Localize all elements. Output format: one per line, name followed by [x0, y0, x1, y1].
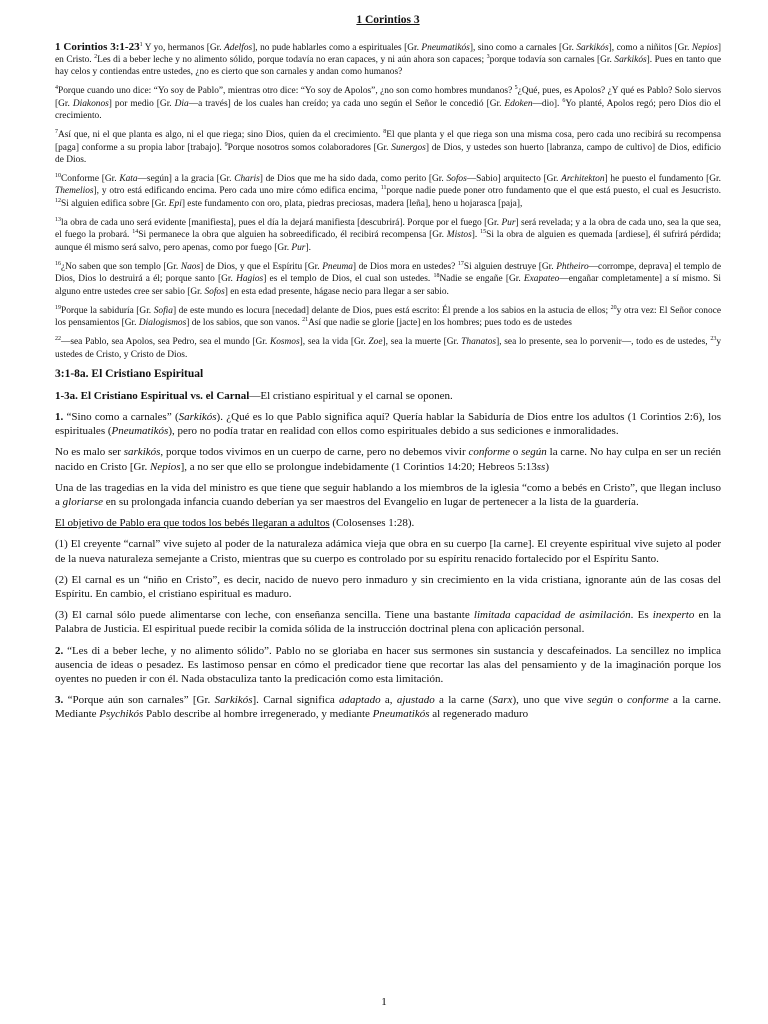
italic-term: Sarkikós: [614, 54, 647, 65]
italic-term: Pneumatikós: [372, 708, 430, 721]
italic-term: Phtheiro: [556, 261, 589, 272]
text-run: Si la obra de alguien es quemada [ardiese], él sufrirá pérdida; aunque él mismo será salvo, pero apenas, como por fuego [Gr.: [55, 230, 722, 253]
verse-number: 12: [55, 197, 61, 204]
text-run: Si permanece la obra que alguien ha sobreedificado, él recibirá recompensa [Gr.: [138, 230, 447, 241]
verse-number: 7: [55, 129, 58, 136]
text-run: Así que nadie se glorie [jacte] en los hombres; pues todo es de ustedes: [308, 318, 572, 329]
text-run: (1) El creyente “carnal” vive sujeto al poder de la naturaleza adámica vieja que obra en su cuerpo [la carne]. El creyente espiritual vive sujeto al poder de la nueva naturaleza semejante a Cristo, mientras que su cuerpo es controlado por su espíritu renacido fortalecido por el Espíritu Santo.: [55, 538, 721, 565]
text-run: , porque todos vivimos en un cuerpo de carne, pero no debemos vivir: [160, 446, 469, 459]
text-run: Yo planté, Apolos regó; pero Dios dio el crecimiento.: [55, 98, 721, 121]
text-run: ], y otro está edificando encima. Pero cada uno mire cómo edifica encima,: [93, 186, 381, 197]
text-run: —corrompe, deprava] el templo de Dios, Dios lo destruirá a él; porque santo [Gr.: [55, 261, 722, 285]
italic-term: Mistos: [446, 230, 472, 241]
text-run: ] de Dios mora en ustedes?: [352, 261, 458, 272]
verse-number: 19: [55, 304, 61, 311]
italic-term: Sofos: [446, 174, 467, 185]
text-run: —sea Pablo, sea Apolos, sea Pedro, sea el mundo [Gr.: [61, 337, 270, 348]
page-title: 1 Corintios 3: [356, 14, 420, 26]
text-run: El que planta y el que riega son una misma cosa, pero cada uno recibirá su recompensa [paga] conforme a su propia labor [trabajo].: [55, 130, 721, 153]
italic-term: Sarkikós: [178, 411, 217, 424]
commentary-paragraph: [55, 410, 721, 438]
subsection-description: —El cristiano espiritual y el carnal se oponen.: [249, 389, 453, 402]
italic-term: sarkikós: [123, 446, 161, 459]
underlined-text: El objetivo de Pablo era que todos los bebés llegaran a adultos: [55, 517, 330, 530]
commentary-paragraph: [55, 516, 721, 530]
text-run: ], sea la muerte [Gr.: [382, 337, 462, 348]
text-run: en la Palabra de Justicia. El espiritual puede recibir la comida sólida de la instrucción doctrinal plena con aplicación personal.: [55, 609, 722, 636]
commentary-paragraph: [55, 537, 721, 565]
text-run: (2) El carnal es un “niño en Cristo”, es decir, nacido de nuevo pero inmaduro y sin crecimiento en la vida cristiana, ignorante aún de las cosas del Espíritu. En cambio, el cristiano espiritual es maduro.: [55, 573, 721, 601]
italic-term: Sarkikós: [576, 42, 609, 53]
italic-term: según: [587, 694, 614, 707]
verse-paragraph: [55, 41, 721, 79]
text-run: ] en Cristo.: [55, 42, 721, 65]
verse-number: 4: [55, 85, 58, 92]
italic-term: Kata: [119, 174, 138, 185]
text-run: ] será revelada; y a la obra de cada uno, sea la que sea, el fuego la probará.: [55, 218, 721, 241]
verse-number: 14: [132, 229, 139, 236]
italic-term: Sarkikós: [214, 694, 253, 707]
text-run: a la carne (: [434, 694, 493, 707]
text-run: o: [613, 694, 628, 707]
commentary-paragraph: [55, 693, 721, 721]
verse-number: 21: [302, 317, 309, 324]
commentary-paragraph: [55, 481, 721, 509]
point-number: 1.: [55, 411, 67, 424]
verse-number: 8: [383, 129, 387, 136]
italic-term: inexperto: [652, 609, 695, 622]
italic-term: Nepios: [150, 460, 181, 473]
verse-number: 9: [224, 141, 228, 148]
text-run: Así que, ni el que planta es algo, ni el que riega; sino Dios, quien da el crecimiento.: [58, 130, 384, 141]
italic-term: limitada capacidad de asimilación: [473, 609, 631, 622]
text-run: porque nadie puede poner otro fundamento que el que está puesto, el cual es Jesucristo.: [386, 186, 721, 197]
verse-number: 22: [55, 336, 61, 343]
text-run: y otra vez: El Señor conoce los pensamientos [Gr.: [55, 305, 721, 329]
text-run: Conforme [Gr.: [61, 174, 120, 185]
text-run: a la carne. Mediante: [55, 694, 722, 721]
text-run: ] es el templo de Dios, el cual son ustedes.: [263, 274, 434, 285]
text-run: porque todavía son carnales [Gr.: [489, 54, 615, 65]
verse-number: 23: [710, 336, 717, 343]
text-run: ] de Dios, y ustedes son huerto [labranza, campo de cultivo] de Dios, edificio de Dios.: [55, 142, 721, 165]
italic-term: Naos: [180, 261, 201, 272]
text-run: No es malo ser: [55, 446, 124, 459]
text-run: (3) El carnal sólo puede alimentarse con leche, con enseñanza sencilla. Tiene una bastante: [55, 609, 474, 622]
verse-paragraph: [55, 305, 721, 330]
verse-number: 18: [433, 273, 440, 280]
italic-term: según: [521, 446, 547, 459]
italic-term: Diakonos: [72, 98, 109, 109]
italic-term: Sofia: [153, 305, 173, 316]
italic-term: Dialogismos: [138, 318, 187, 329]
text-run: —según] a la gracia [Gr.: [137, 174, 235, 185]
italic-term: Sofos: [204, 286, 225, 297]
commentary-paragraph: [55, 608, 721, 636]
commentary-body: [55, 410, 721, 722]
text-run: a,: [380, 694, 397, 707]
text-run: Si alguien destruye [Gr.: [463, 261, 557, 272]
italic-term: Pneumatikós: [111, 425, 169, 438]
italic-term: ajustado: [396, 694, 435, 707]
text-run: la carne. No hay culpa en ser un recién nacido en Cristo [Gr.: [55, 446, 721, 473]
italic-term: Nepios: [691, 42, 718, 53]
verse-number: 2: [94, 53, 98, 60]
italic-term: Dia: [174, 98, 189, 109]
text-run: ): [545, 460, 550, 473]
verse-number: 3: [486, 53, 490, 60]
text-run: Pablo describe al hombre irregenerado, y mediante: [143, 708, 373, 721]
italic-term: Sunergos: [391, 142, 426, 153]
text-run: al regenerado maduro: [429, 708, 529, 721]
text-run: ] de los sabios, que son vanos.: [186, 318, 303, 329]
text-run: Una de las tragedias en la vida del ministro es que tiene que seguir hablando a los miembros de la iglesia “como a bebés en Cristo”, que llegan incluso a: [55, 481, 721, 509]
italic-term: conforme: [468, 446, 510, 459]
italic-term: Edoken: [504, 98, 533, 109]
text-run: ], como a niñitos [Gr.: [608, 42, 692, 53]
italic-term: Hagios: [236, 274, 264, 285]
italic-term: Architekton: [561, 174, 605, 185]
text-run: “Les di a beber leche, y no alimento sólido”. Pablo no se gloriaba en hacer sus sermones sin sustancia y descafeinados. La sencillez no implica ausencia de ideas o pesadez. Es lastimoso pensar en cómo el predicador tiene que recortar las alas del pensamiento y de la imaginación porque los oyentes no pueden ir con él. Nada obstaculiza tanto la predicación como esta limitación.: [55, 644, 722, 686]
italic-term: Pur: [291, 242, 306, 253]
text-run: ] en esta edad presente, hágase necio para llegar a ser sabio.: [224, 286, 449, 297]
text-run: ].: [471, 230, 481, 241]
text-run: Porque cuando uno dice: “Yo soy de Pablo”, mientras otro dice: “Yo soy de Apolos”, ¿no son como hombres mundanos?: [58, 86, 515, 97]
text-run: ]. Pues en tanto que hay celos y contiendas entre ustedes, ¿no es cierto que son carnales y andan como humanos?: [55, 54, 721, 78]
commentary-paragraph: [55, 573, 721, 601]
commentary-paragraph: [55, 644, 721, 687]
point-number: 3.: [55, 694, 68, 707]
verse-number: 20: [610, 304, 617, 311]
italic-term: Thanatos: [461, 337, 497, 348]
text-run: ¿Qué, pues, es Apolos? ¿Y qué es Pablo? Solo siervos [Gr.: [55, 86, 721, 109]
text-run: ] este fundamento con oro, plata, piedras preciosas, madera [leña], heno u hojarasca [paja],: [181, 198, 523, 209]
verse-paragraph: [55, 85, 721, 122]
italic-term: ss: [536, 460, 546, 473]
verse-paragraph: [55, 336, 721, 361]
text-run: (Colosenses 1:28).: [329, 517, 415, 530]
text-run: Nadie se engañe [Gr.: [439, 274, 524, 285]
verse-number: 10: [55, 173, 61, 180]
text-run: Les di a beber leche y no alimento sólido, porque todavía no eran capaces, y ni aún ahora son capaces;: [97, 54, 487, 65]
section-heading: 3:1-8a. El Cristiano Espiritual: [55, 368, 204, 381]
text-run: ] he puesto el fundamento [Gr.: [604, 174, 721, 185]
verse-number: 17: [457, 260, 464, 267]
text-run: ], sea lo presente, sea lo porvenir—, todo es de ustedes,: [496, 337, 711, 348]
text-run: ], sino como a carnales [Gr.: [469, 42, 577, 53]
text-run: —dio].: [532, 98, 563, 109]
text-run: ] de este mundo es locura [necedad] delante de Dios, pues está escrito: Él prende a los sabios en la astucia de ellos;: [172, 305, 611, 316]
verse-number: 16: [55, 260, 61, 267]
italic-term: Pneuma: [322, 261, 353, 272]
italic-term: gloriarse: [62, 496, 103, 509]
italic-term: Adelfos: [224, 42, 253, 53]
document-page: [55, 14, 721, 729]
italic-term: Epi: [168, 198, 182, 209]
text-run: ¿No saben que son templo [Gr.: [61, 261, 181, 272]
verse-paragraph: [55, 217, 721, 254]
point-number: 2.: [55, 644, 68, 657]
verse-paragraph: [55, 261, 721, 298]
text-run: Porque la sabiduría [Gr.: [61, 305, 154, 316]
text-run: la obra de cada uno será evidente [manifiesta], pues el día la dejará manifiesta [descubrirá]. Porque por el fuego [Gr.: [61, 218, 502, 229]
text-run: ], sea la vida [Gr.: [299, 337, 369, 348]
text-run: y ustedes de Cristo, y Cristo de Dios.: [55, 337, 721, 360]
italic-term: Sarx: [492, 694, 513, 707]
commentary-paragraph: [55, 445, 721, 473]
text-run: en su prolongada infancia cuando deberían ya ser maestros del Evangelio en lugar de pertenecer a la lista de la guardería.: [102, 496, 639, 509]
verse-number: 13: [55, 216, 61, 223]
page-number: 1: [381, 996, 387, 1008]
text-run: —a través] de los cuales han creído; ya cada uno según el Señor le concedió [Gr.: [188, 98, 505, 109]
text-run: ). ¿Qué es lo que Pablo significa aquí? Quería hablar la Sabiduría de Dios entre los adultos (1 Corintios 2:6), los espirituales (: [55, 411, 721, 438]
italic-term: conforme: [627, 694, 669, 707]
text-run: ] de Dios que me ha sido dada, como perito [Gr.: [259, 174, 447, 185]
verse-paragraph: [55, 173, 721, 210]
text-run: ] por medio [Gr.: [108, 98, 175, 109]
verse-number: 5: [514, 85, 518, 92]
verse-reference: 1 Corintios 3:1-23: [55, 40, 140, 53]
italic-term: Charis: [234, 174, 260, 185]
subsection-heading: [55, 390, 721, 404]
text-run: ], a no ser que ello se prolongue indebidamente (1 Corintios 14:20; Hebreos 5:13: [180, 460, 537, 473]
text-run: ), uno que vive: [512, 694, 588, 707]
text-run: Y yo, hermanos [Gr.: [142, 42, 225, 53]
text-run: ]. Carnal significa: [252, 694, 340, 707]
text-run: . Es: [630, 609, 653, 622]
verse-number: 1: [139, 41, 143, 48]
text-run: —engañar completamente] a sí mismo. Si alguno entre ustedes cree ser sabio [Gr.: [55, 274, 721, 297]
text-run: “Sino como a carnales” (: [66, 411, 179, 424]
italic-term: adaptado: [339, 694, 381, 707]
subsection-title: 1-3a. El Cristiano Espiritual vs. el Carnal: [55, 389, 250, 402]
text-run: o: [509, 446, 522, 459]
text-run: ], no pude hablarles como a espirituales [Gr.: [252, 42, 422, 53]
italic-term: Pneumatikós: [421, 42, 470, 53]
italic-term: Zoe: [368, 337, 383, 348]
text-run: ), pero no podía tratar en realidad con ellos como espirituales debido a sus sediciones e inmoralidades.: [168, 425, 619, 438]
verse-number: 11: [380, 185, 387, 192]
italic-term: Kosmos: [269, 337, 300, 348]
italic-term: Exapateo: [523, 274, 560, 285]
verse-number: 15: [480, 229, 487, 236]
text-run: Porque nosotros somos colaboradores [Gr.: [227, 142, 392, 153]
text-run: “Porque aún son carnales” [Gr.: [67, 694, 215, 707]
verse-paragraph: [55, 129, 721, 166]
verse-number: 6: [562, 97, 566, 104]
text-run: ].: [305, 242, 311, 253]
italic-term: Themelios: [55, 186, 94, 197]
text-run: Si alguien edifica sobre [Gr.: [61, 198, 169, 209]
italic-term: Pur: [501, 218, 516, 229]
text-run: —Sabio] arquitecto [Gr.: [466, 174, 562, 185]
scripture-passage: [55, 41, 721, 362]
text-run: ] de Dios, y que el Espíritu [Gr.: [200, 261, 323, 272]
italic-term: Psychikós: [99, 708, 144, 721]
